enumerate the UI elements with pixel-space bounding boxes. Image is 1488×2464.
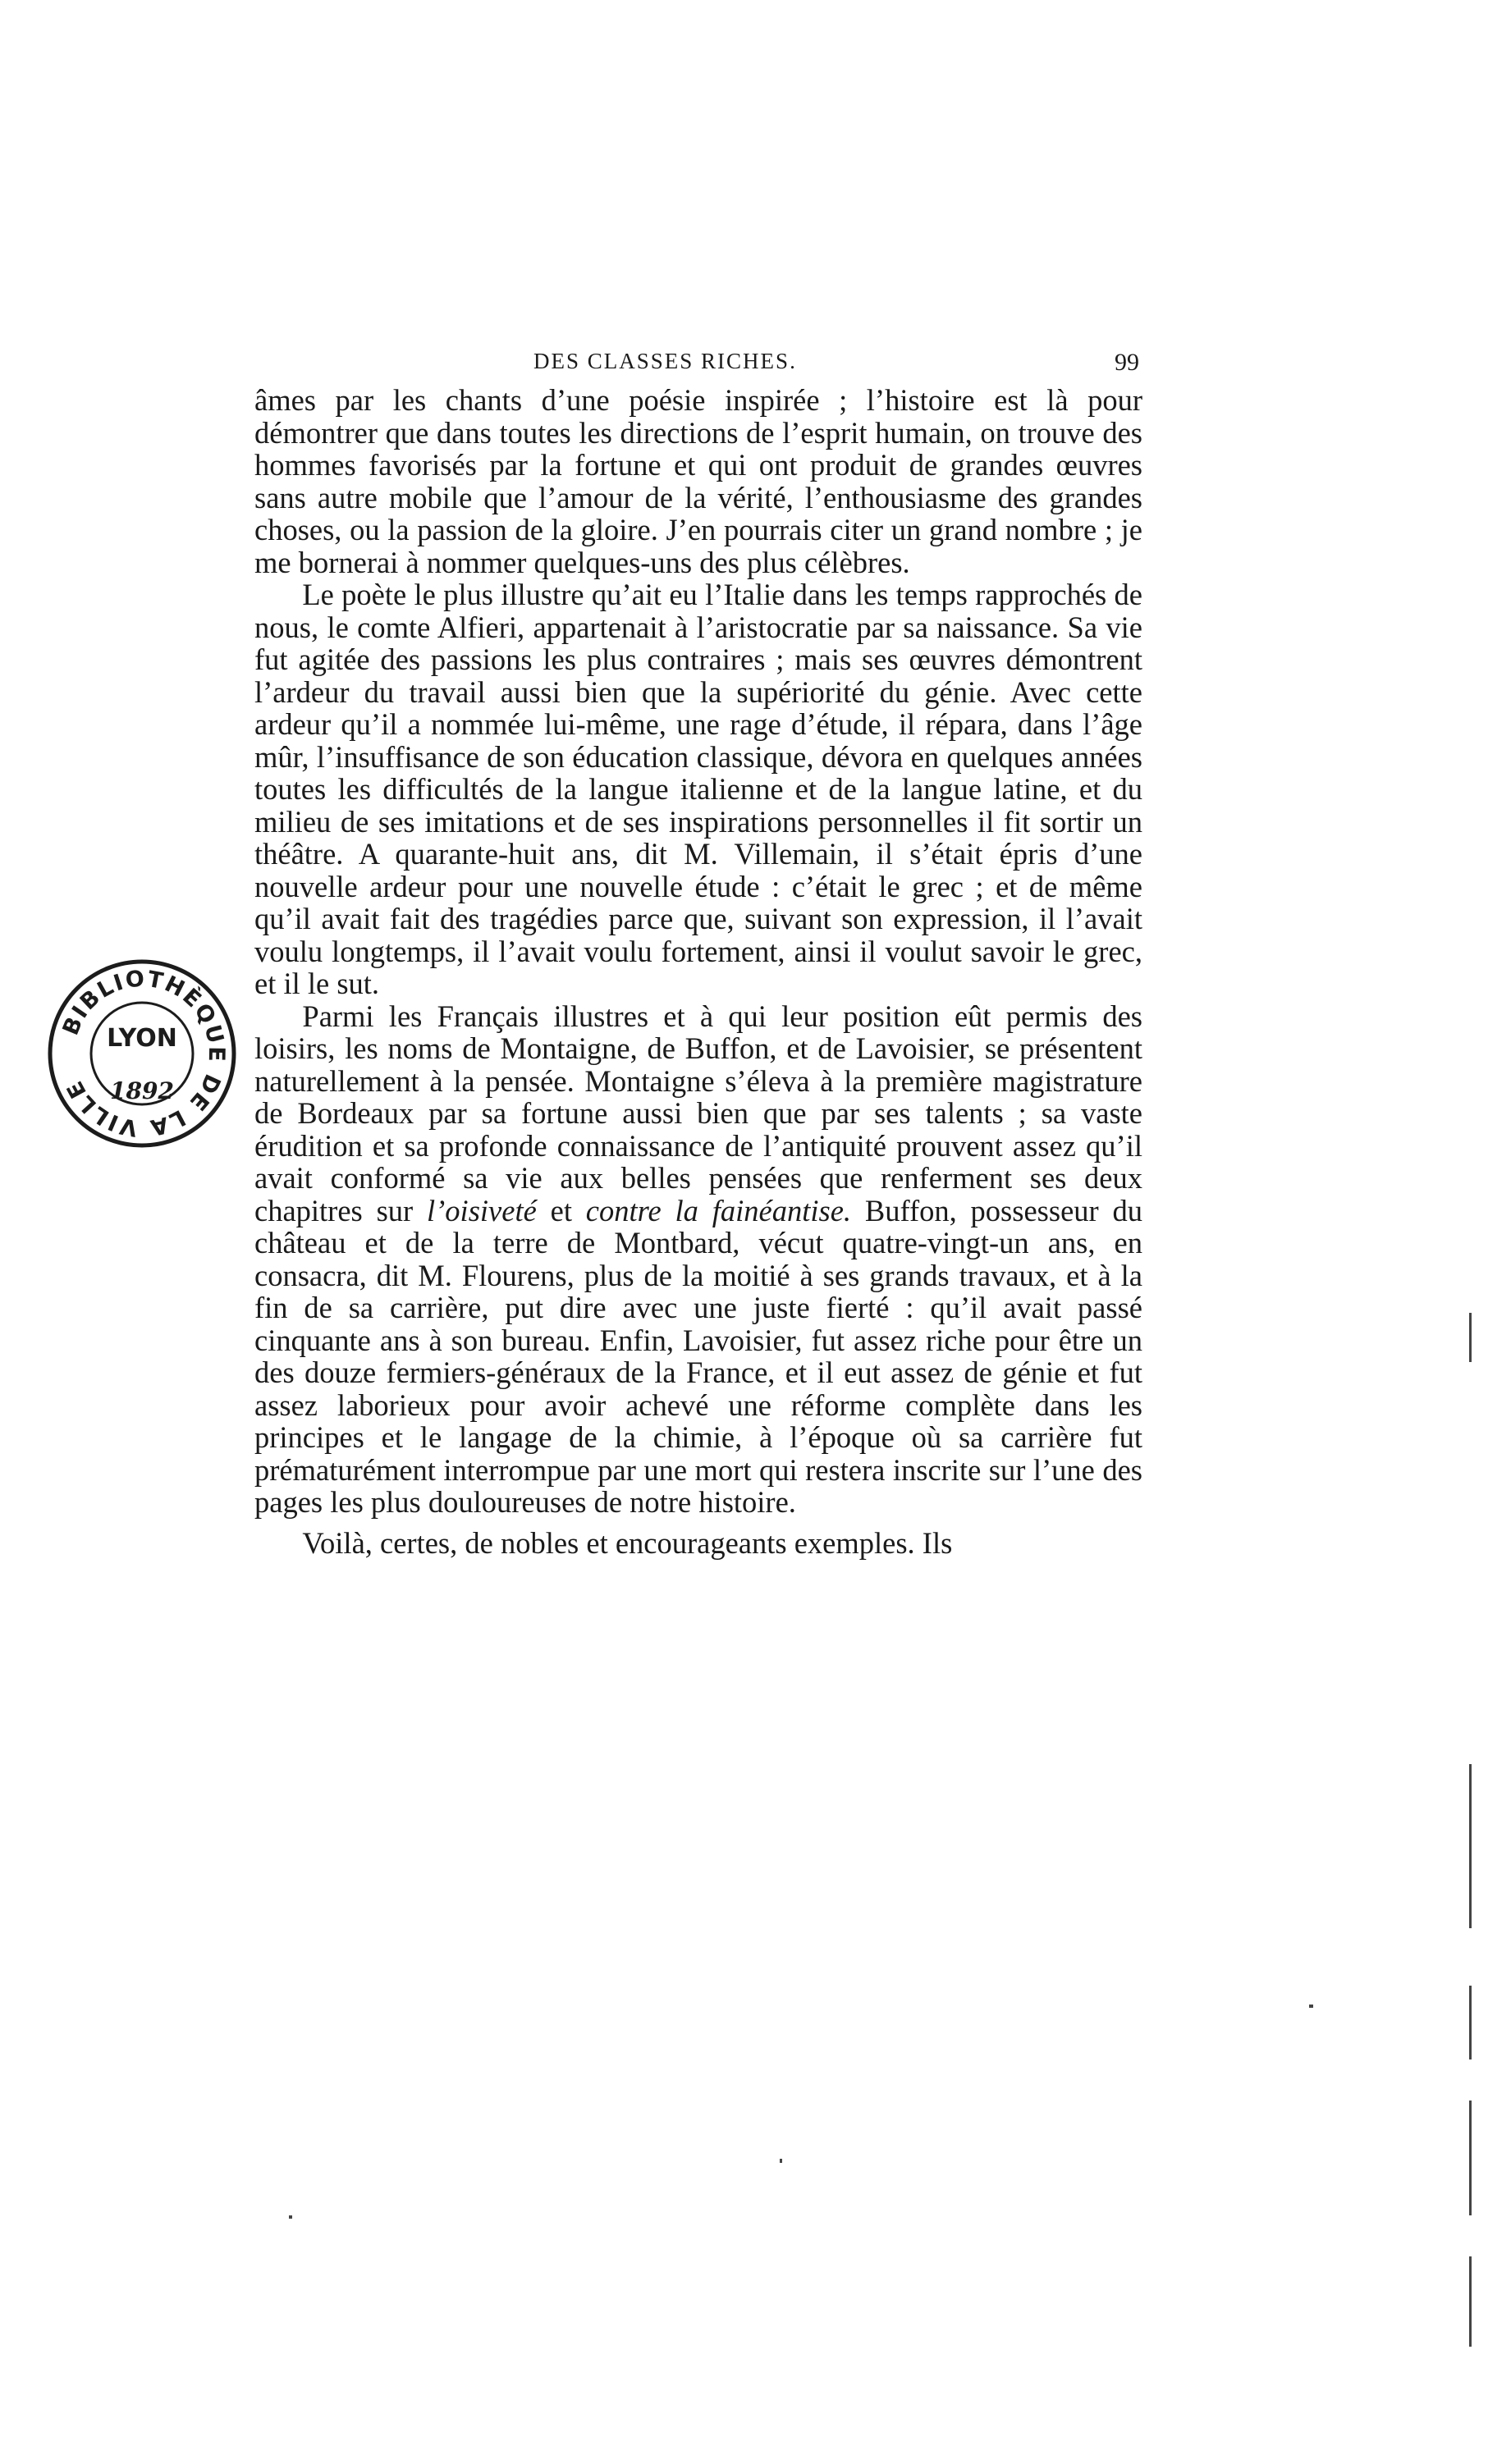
paragraph bbox=[254, 1527, 1142, 1560]
speck bbox=[1309, 2005, 1313, 2008]
speck bbox=[780, 2159, 782, 2163]
margin-scan-mark bbox=[1469, 1313, 1472, 1362]
text-run: Voilà, certes, de nobles et encourageants exemples. Ils bbox=[302, 1525, 953, 1560]
paragraph bbox=[254, 578, 1142, 1000]
speck bbox=[289, 2215, 292, 2219]
text-run: et bbox=[536, 1193, 586, 1227]
body-text bbox=[254, 384, 1142, 1559]
running-title: DES CLASSES RICHES. bbox=[533, 349, 797, 373]
stamp-ring-text: BIBLIOTHÈQUE DE LA VILLE bbox=[57, 966, 230, 1141]
paragraph bbox=[254, 384, 1142, 578]
paragraph bbox=[254, 1000, 1142, 1519]
margin-scan-mark bbox=[1469, 1764, 1472, 1928]
margin-scan-mark bbox=[1469, 2256, 1472, 2347]
text-run: Buffon, possesseur du château et de la terre de Montbard, vécut quatre-vingt-un ans, en consacra, dit M. Flourens, plus de la moitié à ses grands travaux, et à la fin de sa carrière, put dire avec une juste fierté : qu’il avait passé cinquante ans à son bureau. Enfin, Lavoisier, fut assez riche pour être un des douze fermiers-généraux de la France, et il eut assez de génie et fut assez laborieux pour avoir achevé une réforme complète dans les principes et le langage de la chimie, à l’époque où sa carrière fut prématurément interrompue par une mort qui restera inscrite sur l’une des pages les plus douloureuses de notre histoire. bbox=[254, 1193, 1143, 1519]
text-run: âmes par les chants d’une poésie inspirée ; l’histoire est là pour démontrer que dans toutes les directions de l’esprit humain, on trouve des hommes favorisés par la fortune et qui ont produit de grandes œuvres sans autre mobile que l’amour de la vérité, l’enthousiasme des grandes choses, ou la passion de la gloire. J’en pourrais citer un grand nombre ; je me bornerai à nommer quelques-uns des plus célèbres. bbox=[254, 383, 1142, 579]
margin-scan-mark bbox=[1469, 1986, 1472, 2059]
stamp-city: LYON bbox=[107, 1024, 177, 1053]
text-run: Le poète le plus illustre qu’ait eu l’Italie dans les temps rapprochés de nous, le comte Alfieri, appartenait à l’aristocratie par sa naissance. Sa vie fut agitée des passions les plus contraires ; mais ses œuvres démontrent l’ardeur du travail aussi bien que la supériorité du génie. Avec cette ardeur qu’il a nommée lui-même, une rage d’étude, il répara, dans l’âge mûr, l’insuffisance de son éducation classique, dévora en quelques années toutes les difficultés de la langue italienne et de la langue latine, et du milieu de ses imitations et de ses inspirations personnelles il fit sortir un théâtre. A quarante-huit ans, dit M. Villemain, il s’était épris d’une nouvelle ardeur pour une nouvelle étude : c’était le grec ; et de même qu’il avait fait des tragédies parce que, suivant son expression, il l’avait voulu longtemps, il l’avait voulu fortement, ainsi il voulut savoir le grec, et il le sut. bbox=[254, 578, 1142, 1000]
library-stamp bbox=[43, 954, 241, 1153]
italic-phrase: contre la fainéantise. bbox=[585, 1193, 852, 1227]
text-run: Parmi les Français illustres et à qui leur position eût permis des loisirs, les noms de Montaigne, de Buffon, et de Lavoisier, se présentent naturellement à la pensée. Montaigne s’éleva à la première magistrature de Bordeaux par sa fortune aussi bien que par ses talents ; sa vaste érudition et sa profonde connaissance de l’antiquité prouvent assez qu’il avait conformé sa vie aux belles pensées que renferment ses deux chapitres sur bbox=[254, 999, 1142, 1227]
margin-scan-mark bbox=[1469, 2101, 1472, 2215]
italic-phrase: l’oisiveté bbox=[427, 1193, 537, 1227]
running-header bbox=[254, 349, 1149, 382]
page-number: 99 bbox=[1115, 349, 1139, 376]
stamp-year: 1892 bbox=[110, 1077, 174, 1104]
